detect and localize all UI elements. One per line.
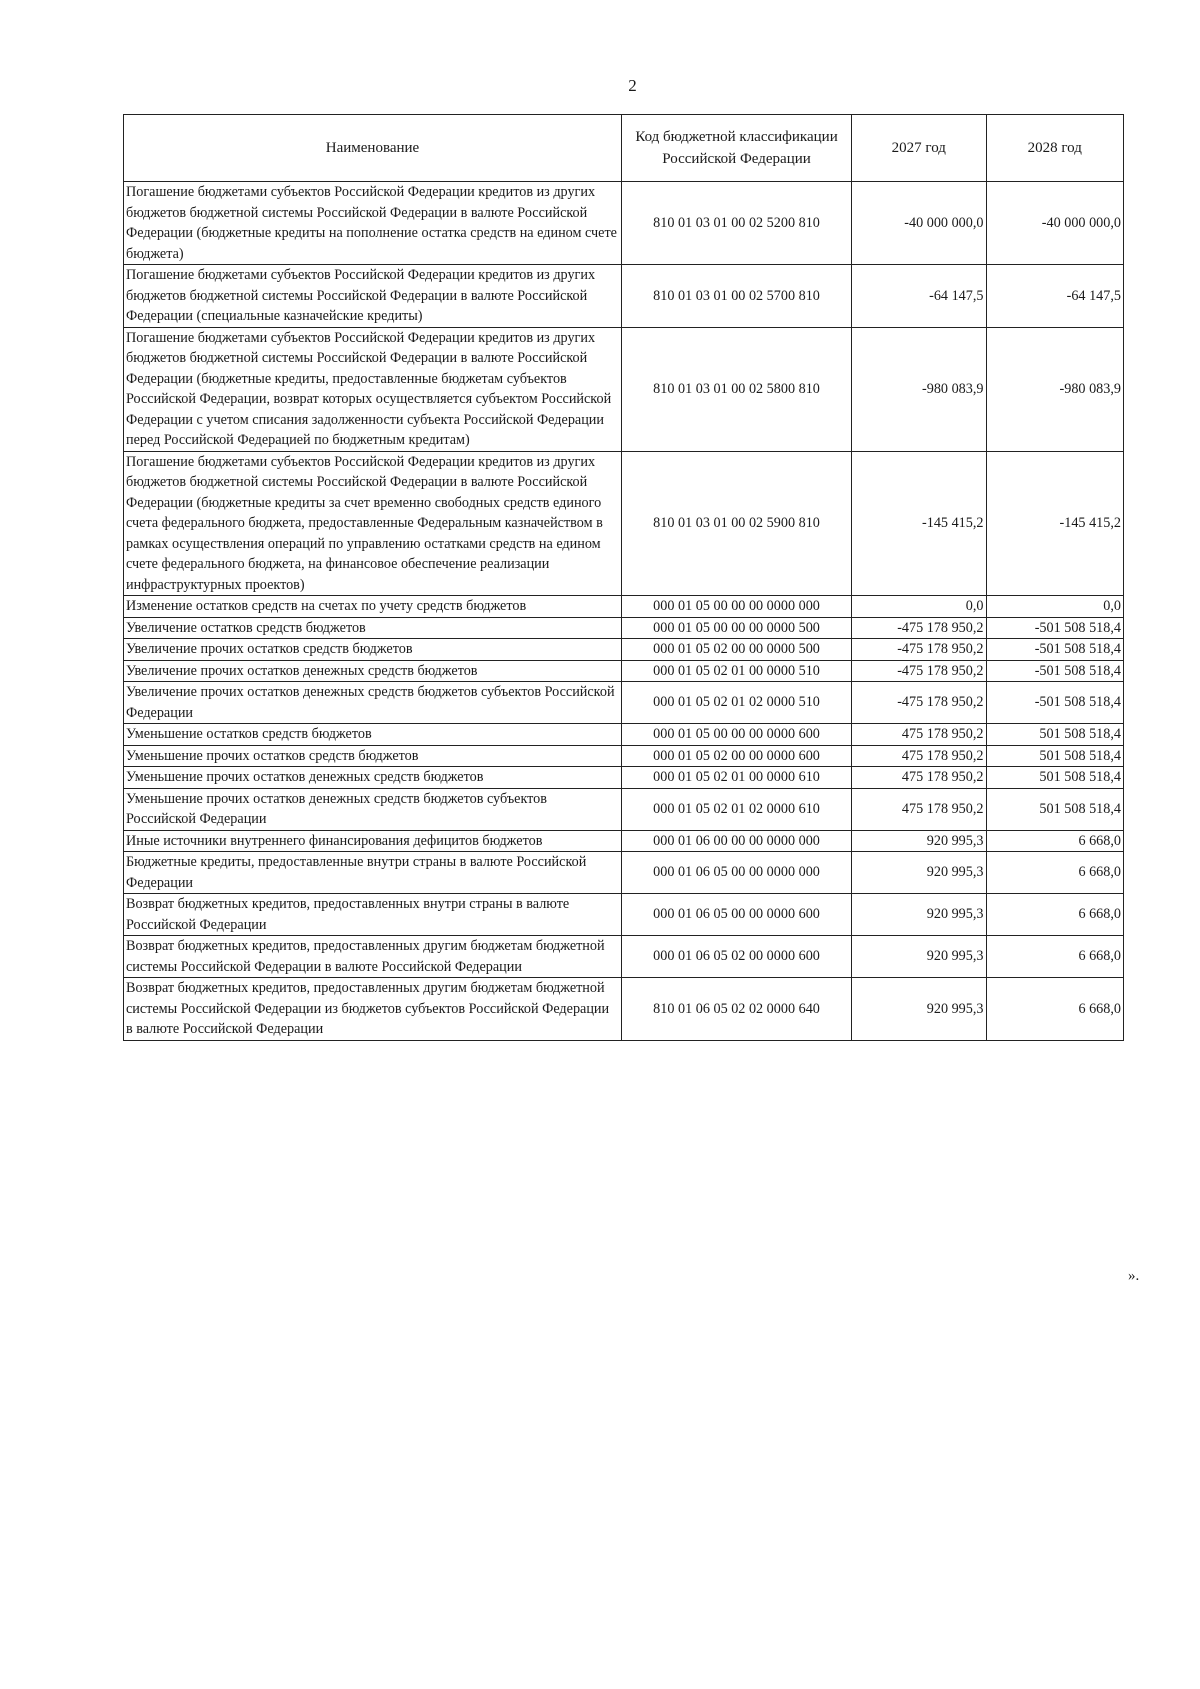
cell-code: 810 01 03 01 00 02 5200 810 (621, 182, 851, 265)
cell-name: Уменьшение остатков средств бюджетов (124, 724, 622, 746)
cell-code: 810 01 03 01 00 02 5800 810 (621, 327, 851, 451)
cell-2027: 475 178 950,2 (852, 788, 986, 830)
cell-2028: -980 083,9 (986, 327, 1124, 451)
cell-2028: 6 668,0 (986, 894, 1124, 936)
cell-2028: 6 668,0 (986, 830, 1124, 852)
table-row (124, 767, 1124, 789)
cell-2028: -145 415,2 (986, 451, 1124, 596)
cell-2028: -501 508 518,4 (986, 639, 1124, 661)
cell-2027: 920 995,3 (852, 830, 986, 852)
table-row (124, 660, 1124, 682)
cell-code: 810 01 06 05 02 02 0000 640 (621, 978, 851, 1041)
cell-2028: -501 508 518,4 (986, 660, 1124, 682)
cell-code: 000 01 05 02 01 02 0000 610 (621, 788, 851, 830)
table-row (124, 788, 1124, 830)
header-2027: 2027 год (852, 115, 986, 182)
table-row (124, 639, 1124, 661)
cell-name: Возврат бюджетных кредитов, предоставленных другим бюджетам бюджетной системы Российской Федерации в валюте Российской Федерации (124, 936, 622, 978)
cell-2027: 920 995,3 (852, 936, 986, 978)
table-row (124, 936, 1124, 978)
table-row (124, 724, 1124, 746)
table-header-row (124, 115, 1124, 182)
cell-2027: 920 995,3 (852, 978, 986, 1041)
table-row (124, 830, 1124, 852)
table-row (124, 617, 1124, 639)
page-number: 2 (628, 76, 637, 95)
cell-2028: 501 508 518,4 (986, 788, 1124, 830)
cell-name: Увеличение прочих остатков средств бюджетов (124, 639, 622, 661)
cell-code: 000 01 06 00 00 00 0000 000 (621, 830, 851, 852)
cell-2027: -145 415,2 (852, 451, 986, 596)
cell-2028: -40 000 000,0 (986, 182, 1124, 265)
cell-2027: -40 000 000,0 (852, 182, 986, 265)
closing-quote: ». (1128, 1268, 1140, 1284)
cell-2028: 501 508 518,4 (986, 724, 1124, 746)
cell-code: 000 01 05 00 00 00 0000 000 (621, 596, 851, 618)
table-row (124, 682, 1124, 724)
table-body (124, 182, 1124, 1041)
cell-code: 810 01 03 01 00 02 5900 810 (621, 451, 851, 596)
cell-code: 000 01 05 02 00 00 0000 600 (621, 745, 851, 767)
cell-2027: -475 178 950,2 (852, 682, 986, 724)
cell-name: Возврат бюджетных кредитов, предоставленных другим бюджетам бюджетной системы Российской Федерации из бюджетов субъектов Российской Федерации в валюте Российской Федерации (124, 978, 622, 1041)
table-row (124, 451, 1124, 596)
table-row (124, 894, 1124, 936)
cell-name: Изменение остатков средств на счетах по учету средств бюджетов (124, 596, 622, 618)
cell-2027: -475 178 950,2 (852, 617, 986, 639)
budget-sources-table (123, 114, 1124, 1041)
cell-2028: 501 508 518,4 (986, 745, 1124, 767)
cell-code: 000 01 06 05 02 00 0000 600 (621, 936, 851, 978)
cell-2027: 475 178 950,2 (852, 767, 986, 789)
table-row (124, 978, 1124, 1041)
cell-name: Бюджетные кредиты, предоставленные внутри страны в валюте Российской Федерации (124, 852, 622, 894)
cell-2027: 920 995,3 (852, 852, 986, 894)
cell-name: Увеличение прочих остатков денежных средств бюджетов (124, 660, 622, 682)
cell-name: Уменьшение прочих остатков средств бюджетов (124, 745, 622, 767)
cell-2028: -501 508 518,4 (986, 682, 1124, 724)
table-row (124, 182, 1124, 265)
cell-2027: 475 178 950,2 (852, 745, 986, 767)
cell-code: 000 01 05 02 01 00 0000 610 (621, 767, 851, 789)
cell-code: 000 01 05 00 00 00 0000 600 (621, 724, 851, 746)
cell-2028: 0,0 (986, 596, 1124, 618)
cell-code: 000 01 05 02 00 00 0000 500 (621, 639, 851, 661)
cell-name: Возврат бюджетных кредитов, предоставленных внутри страны в валюте Российской Федерации (124, 894, 622, 936)
cell-2028: -501 508 518,4 (986, 617, 1124, 639)
cell-name: Погашение бюджетами субъектов Российской Федерации кредитов из других бюджетов бюджетной системы Российской Федерации в валюте Российской Федерации (бюджетные кредиты, предоставленные бюджетам субъектов Российской Федерации, возврат которых осуществляется субъектом Российской Федерации с учетом списания задолженности субъекта Российской Федерации перед Российской Федерацией по бюджетным кредитам) (124, 327, 622, 451)
header-name: Наименование (124, 115, 622, 182)
table-row (124, 596, 1124, 618)
cell-name: Увеличение прочих остатков денежных средств бюджетов субъектов Российской Федерации (124, 682, 622, 724)
table-row (124, 852, 1124, 894)
cell-2027: -64 147,5 (852, 265, 986, 328)
cell-2027: 920 995,3 (852, 894, 986, 936)
cell-name: Уменьшение прочих остатков денежных средств бюджетов (124, 767, 622, 789)
cell-code: 000 01 05 02 01 02 0000 510 (621, 682, 851, 724)
header-code: Код бюджетной классификации Российской Федерации (621, 115, 851, 182)
cell-name: Уменьшение прочих остатков денежных средств бюджетов субъектов Российской Федерации (124, 788, 622, 830)
cell-code: 810 01 03 01 00 02 5700 810 (621, 265, 851, 328)
cell-2027: 0,0 (852, 596, 986, 618)
cell-code: 000 01 06 05 00 00 0000 000 (621, 852, 851, 894)
cell-name: Погашение бюджетами субъектов Российской Федерации кредитов из других бюджетов бюджетной системы Российской Федерации в валюте Российской Федерации (специальные казначейские кредиты) (124, 265, 622, 328)
cell-2027: -980 083,9 (852, 327, 986, 451)
cell-code: 000 01 06 05 00 00 0000 600 (621, 894, 851, 936)
table-row (124, 265, 1124, 328)
cell-name: Погашение бюджетами субъектов Российской Федерации кредитов из других бюджетов бюджетной системы Российской Федерации в валюте Российской Федерации (бюджетные кредиты за счет временно свободных средств единого счета федерального бюджета, предоставленные Федеральным казначейством в рамках осуществления операций по управлению остатками средств на едином счете федерального бюджета, на финансовое обеспечение реализации инфраструктурных проектов) (124, 451, 622, 596)
cell-name: Иные источники внутреннего финансирования дефицитов бюджетов (124, 830, 622, 852)
cell-2028: 6 668,0 (986, 978, 1124, 1041)
cell-2028: 6 668,0 (986, 852, 1124, 894)
cell-2028: -64 147,5 (986, 265, 1124, 328)
cell-2027: -475 178 950,2 (852, 660, 986, 682)
header-2028: 2028 год (986, 115, 1124, 182)
cell-name: Увеличение остатков средств бюджетов (124, 617, 622, 639)
cell-name: Погашение бюджетами субъектов Российской Федерации кредитов из других бюджетов бюджетной системы Российской Федерации в валюте Российской Федерации (бюджетные кредиты на пополнение остатка средств на едином счете бюджета) (124, 182, 622, 265)
cell-2027: -475 178 950,2 (852, 639, 986, 661)
cell-2028: 6 668,0 (986, 936, 1124, 978)
cell-2027: 475 178 950,2 (852, 724, 986, 746)
table-row (124, 327, 1124, 451)
cell-2028: 501 508 518,4 (986, 767, 1124, 789)
cell-code: 000 01 05 02 01 00 0000 510 (621, 660, 851, 682)
table-row (124, 745, 1124, 767)
cell-code: 000 01 05 00 00 00 0000 500 (621, 617, 851, 639)
